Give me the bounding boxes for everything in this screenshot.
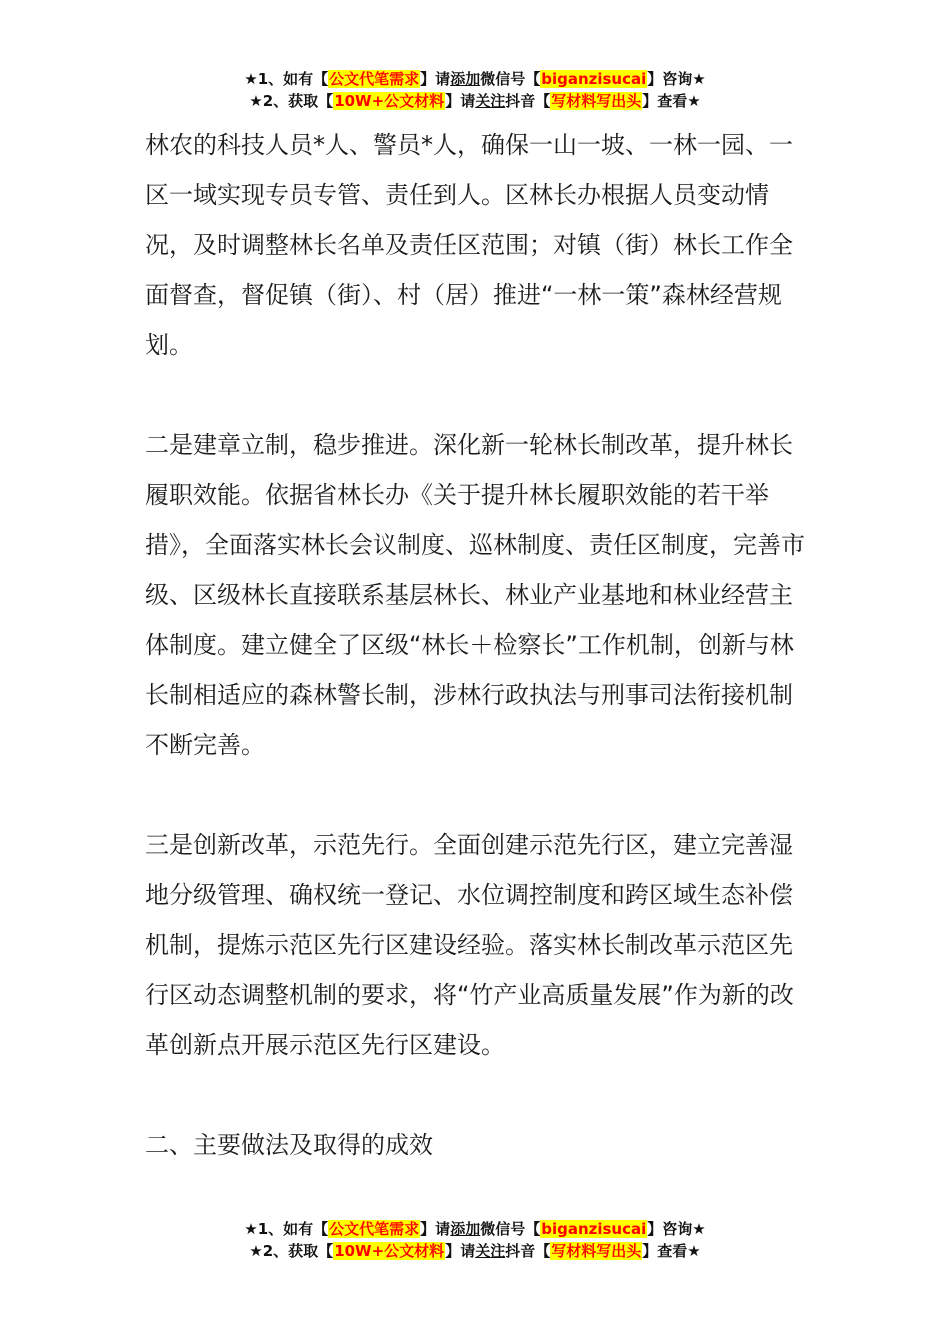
paragraph: 二是建章立制，稳步推进。深化新一轮林长制改革，提升林长履职效能。依据省林长办《关于提升林长履职效能的若干举措》，全面落实林长会议制度、巡林制度、责任区制度，完善市级、区级林长直接联系基层林长、林业产业基地和林业经营主体制度。建立健全了区级“林长＋检察长”工作机制，创新与林长制相适应的森林警长制，涉林行政执法与刑事司法衔接机制不断完善。 (145, 431, 805, 759)
underlined-text: 添加 (450, 1220, 481, 1238)
banner-text: ★2、获取【 (249, 1242, 334, 1260)
banner-text: 微信号【 (480, 1220, 541, 1238)
banner-line-2 (0, 90, 950, 112)
banner-text: 】请 (420, 70, 451, 88)
highlight-service: 公文代笔需求 (329, 1220, 420, 1238)
underlined-text: 添加 (450, 70, 481, 88)
banner-text: ★1、如有【 (244, 70, 329, 88)
highlight-douyin-account: 写材料写出头 (551, 92, 642, 110)
banner-text: 】查看★ (642, 1242, 701, 1260)
highlight-wechat-id: biganzisucai (541, 1220, 647, 1238)
paragraph-spacer (145, 770, 810, 820)
highlight-materials: 10W+公文材料 (334, 92, 445, 110)
banner-text: 抖音【 (505, 92, 551, 110)
underlined-text: 关注 (475, 1242, 506, 1260)
highlight-materials: 10W+公文材料 (334, 1242, 445, 1260)
banner-text: 】请 (445, 92, 476, 110)
banner-text: 抖音【 (505, 1242, 551, 1260)
banner-text: ★2、获取【 (249, 92, 334, 110)
section-heading: 二、主要做法及取得的成效 (145, 1131, 433, 1159)
header-banner (0, 68, 950, 112)
banner-text: 】查看★ (642, 92, 701, 110)
banner-text: ★1、如有【 (244, 1220, 329, 1238)
paragraph: 三是创新改革，示范先行。全面创建示范先行区，建立完善湿地分级管理、确权统一登记、水位调控制度和跨区域生态补偿机制，提炼示范区先行区建设经验。落实林长制改革示范区先行区动态调整机制的要求，将“竹产业高质量发展”作为新的改革创新点开展示范区先行区建设。 (145, 831, 794, 1059)
paragraph-spacer (145, 370, 810, 420)
footer-banner (0, 1218, 950, 1262)
highlight-service: 公文代笔需求 (329, 70, 420, 88)
banner-line-1 (0, 68, 950, 90)
highlight-douyin-account: 写材料写出头 (551, 1242, 642, 1260)
underlined-text: 关注 (475, 92, 506, 110)
banner-line-1 (0, 1218, 950, 1240)
banner-text: 】请 (420, 1220, 451, 1238)
banner-text: 】咨询★ (647, 1220, 706, 1238)
paragraph: 林农的科技人员*人、警员*人，确保一山一坡、一林一园、一区一域实现专员专管、责任到人。区林长办根据人员变动情况，及时调整林长名单及责任区范围；对镇（街）林长工作全面督查，督促镇（街）、村（居）推进“一林一策”森林经营规划。 (145, 131, 793, 359)
banner-text: 】咨询★ (647, 70, 706, 88)
banner-text: 】请 (445, 1242, 476, 1260)
banner-text: 微信号【 (480, 70, 541, 88)
banner-line-2 (0, 1240, 950, 1262)
paragraph-spacer (145, 1070, 810, 1120)
document-body (145, 120, 810, 1170)
highlight-wechat-id: biganzisucai (541, 70, 647, 88)
